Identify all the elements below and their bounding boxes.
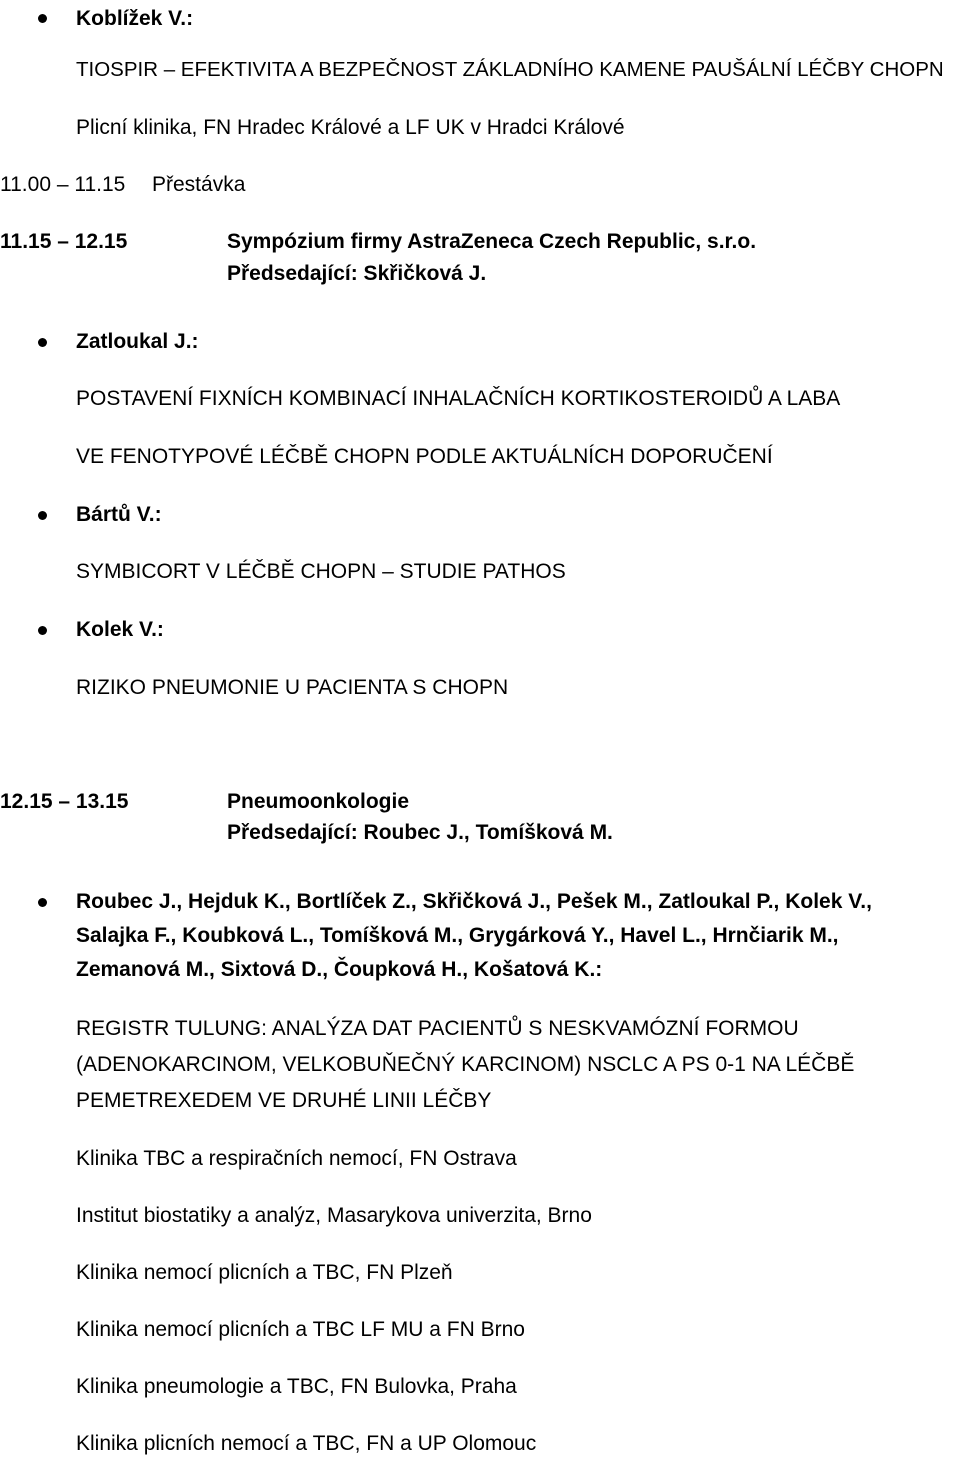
- talk-title: SYMBICORT V LÉČBĚ CHOPN – STUDIE PATHOS: [76, 560, 566, 583]
- session-title: Pneumoonkologie: [227, 790, 410, 813]
- talk-affiliation: Klinika nemocí plicních a TBC, FN Plzeň: [76, 1261, 453, 1284]
- talk-author: Koblížek V.:: [76, 7, 194, 30]
- talk-affiliation: Klinika TBC a respiračních nemocí, FN Ostrava: [76, 1147, 517, 1170]
- talk-authors: Roubec J., Hejduk K., Bortlíček Z., Skřičková J., Pešek M., Zatloukal P., Kolek V.,: [76, 890, 872, 913]
- break-time: 11.00 – 11.15: [0, 173, 126, 196]
- talk-affiliation: Institut biostatiky a analýz, Masarykova univerzita, Brno: [76, 1204, 592, 1227]
- bullet-icon: [38, 898, 47, 907]
- talk-author: Bártů V.:: [76, 503, 162, 526]
- talk-affiliation: Klinika pneumologie a TBC, FN Bulovka, Praha: [76, 1375, 517, 1398]
- session-chair: Předsedající: Roubec J., Tomíšková M.: [227, 821, 613, 844]
- talk-affiliation: Plicní klinika, FN Hradec Králové a LF UK v Hradci Králové: [76, 116, 625, 139]
- talk-title: PEMETREXEDEM VE DRUHÉ LINII LÉČBY: [76, 1089, 492, 1112]
- talk-author: Zatloukal J.:: [76, 330, 199, 353]
- talk-title: VE FENOTYPOVÉ LÉČBĚ CHOPN PODLE AKTUÁLNÍCH DOPORUČENÍ: [76, 445, 773, 468]
- break-label: Přestávka: [152, 173, 246, 196]
- bullet-icon: [38, 338, 47, 347]
- session-title: Sympózium firmy AstraZeneca Czech Republic, s.r.o.: [227, 230, 757, 253]
- session-time: 11.15 – 12.15: [0, 230, 128, 253]
- bullet-icon: [38, 626, 47, 635]
- talk-title: (ADENOKARCINOM, VELKOBUŇEČNÝ KARCINOM) NSCLC A PS 0-1 NA LÉČBĚ: [76, 1053, 855, 1076]
- session-chair: Předsedající: Skřičková J.: [227, 262, 487, 285]
- talk-title: TIOSPIR – EFEKTIVITA A BEZPEČNOST ZÁKLADNÍHO KAMENE PAUŠÁLNÍ LÉČBY CHOPN: [76, 58, 944, 81]
- talk-title: POSTAVENÍ FIXNÍCH KOMBINACÍ INHALAČNÍCH KORTIKOSTEROIDŮ A LABA: [76, 387, 841, 410]
- talk-affiliation: Klinika nemocí plicních a TBC LF MU a FN Brno: [76, 1318, 525, 1341]
- talk-authors: Salajka F., Koubková L., Tomíšková M., Grygárková Y., Havel L., Hrnčiarik M.,: [76, 924, 839, 947]
- talk-title: REGISTR TULUNG: ANALÝZA DAT PACIENTŮ S NESKVAMÓZNÍ FORMOU: [76, 1017, 799, 1040]
- talk-affiliation: Klinika plicních nemocí a TBC, FN a UP Olomouc: [76, 1432, 537, 1455]
- talk-author: Kolek V.:: [76, 618, 164, 641]
- talk-title: RIZIKO PNEUMONIE U PACIENTA S CHOPN: [76, 676, 509, 699]
- session-time: 12.15 – 13.15: [0, 790, 129, 813]
- bullet-icon: [38, 14, 47, 23]
- talk-authors: Zemanová M., Sixtová D., Čoupková H., Košatová K.:: [76, 958, 603, 981]
- bullet-icon: [38, 511, 47, 520]
